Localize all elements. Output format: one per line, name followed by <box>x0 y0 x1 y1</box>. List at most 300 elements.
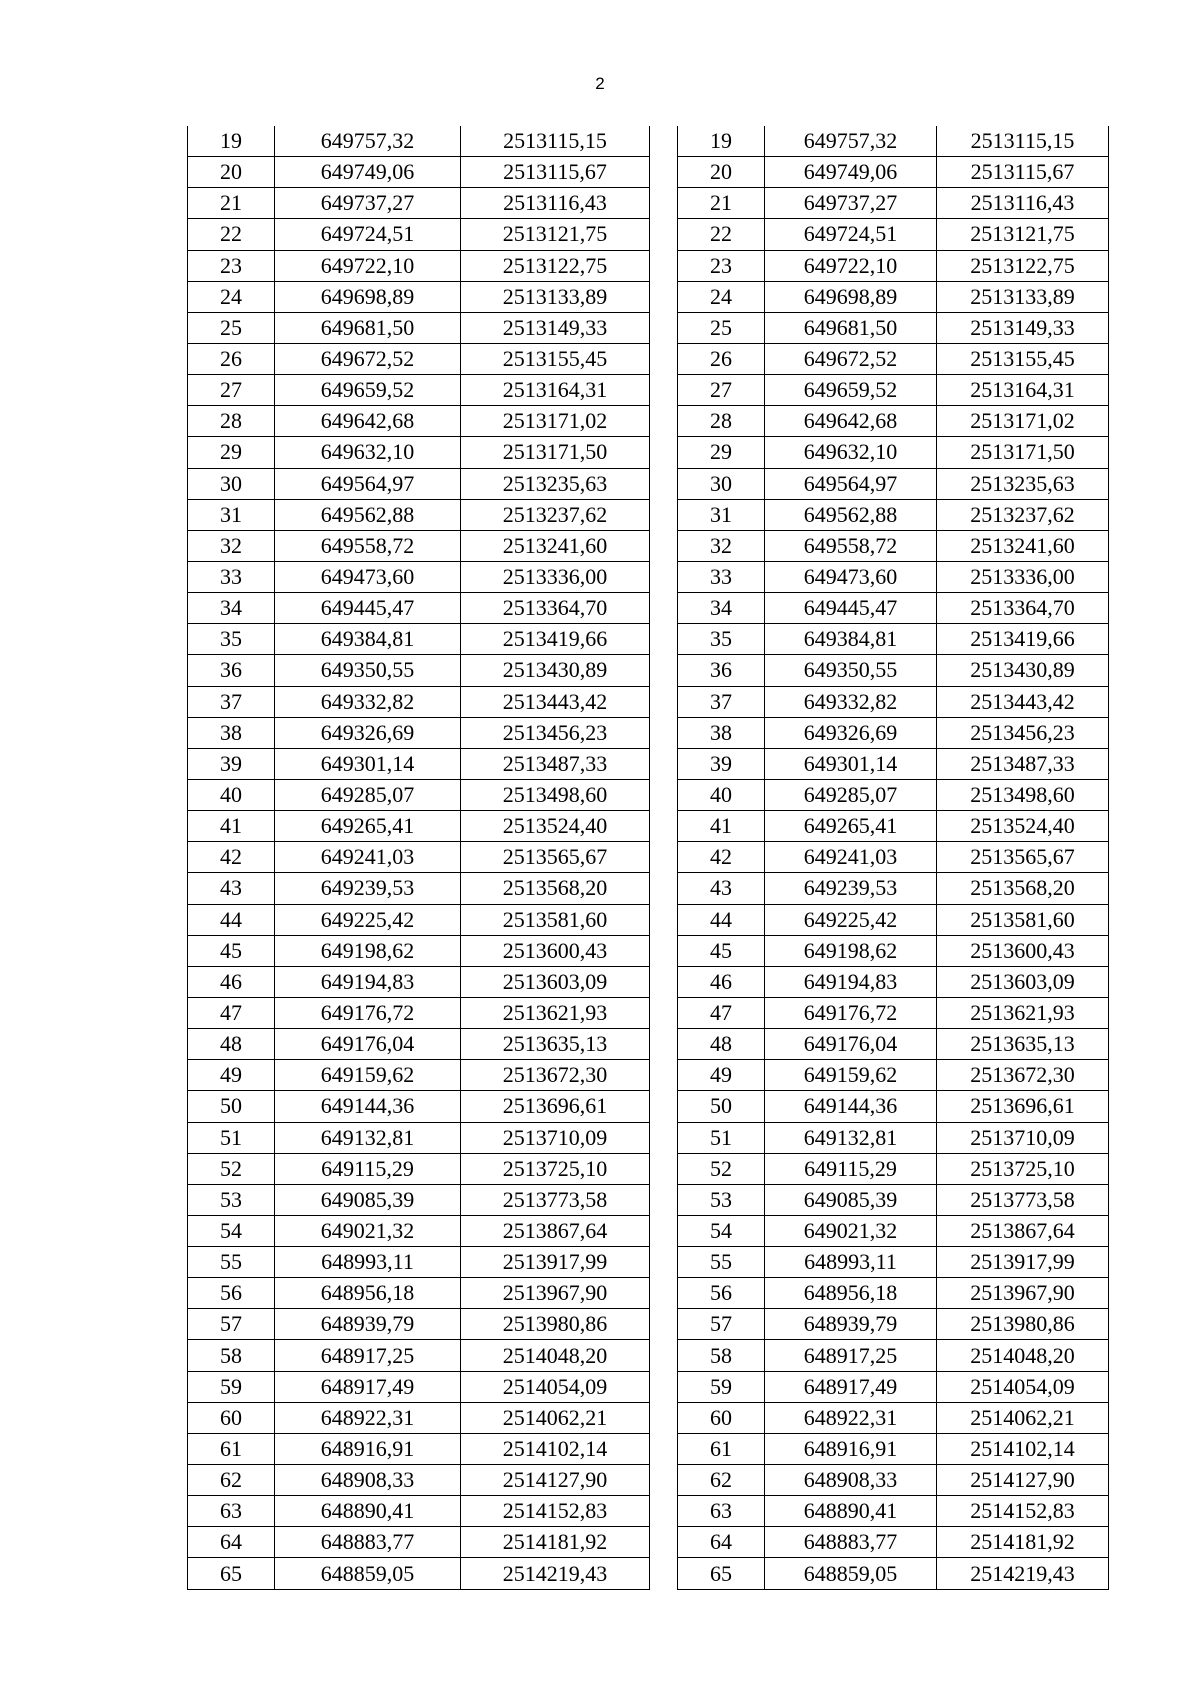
left-point-number-cell: 60 <box>188 1402 275 1433</box>
left-point-number-cell: 26 <box>188 343 275 374</box>
table-row <box>188 842 1109 873</box>
separator-cell <box>650 1247 678 1278</box>
left-point-number-cell: 47 <box>188 997 275 1028</box>
separator-cell <box>650 1309 678 1340</box>
left-y-coordinate-cell: 2513581,60 <box>461 904 650 935</box>
right-y-coordinate-cell: 2514127,90 <box>937 1465 1109 1496</box>
right-x-coordinate-cell: 649384,81 <box>765 624 937 655</box>
left-x-coordinate-cell: 648908,33 <box>275 1465 461 1496</box>
separator-cell <box>650 935 678 966</box>
right-y-coordinate-cell: 2513149,33 <box>937 312 1109 343</box>
right-point-number-cell: 40 <box>678 779 765 810</box>
right-x-coordinate-cell: 649144,36 <box>765 1091 937 1122</box>
right-point-number-cell: 53 <box>678 1184 765 1215</box>
coordinates-table-body <box>188 126 1109 1589</box>
right-y-coordinate-cell: 2513235,63 <box>937 468 1109 499</box>
right-y-coordinate-cell: 2514219,43 <box>937 1558 1109 1589</box>
table-row <box>188 811 1109 842</box>
right-x-coordinate-cell: 649562,88 <box>765 499 937 530</box>
right-point-number-cell: 19 <box>678 126 765 157</box>
left-point-number-cell: 38 <box>188 717 275 748</box>
right-point-number-cell: 64 <box>678 1527 765 1558</box>
left-point-number-cell: 35 <box>188 624 275 655</box>
left-y-coordinate-cell: 2513419,66 <box>461 624 650 655</box>
right-x-coordinate-cell: 648859,05 <box>765 1558 937 1589</box>
left-x-coordinate-cell: 649698,89 <box>275 281 461 312</box>
right-x-coordinate-cell: 649757,32 <box>765 126 937 157</box>
right-point-number-cell: 32 <box>678 530 765 561</box>
right-x-coordinate-cell: 649239,53 <box>765 873 937 904</box>
left-y-coordinate-cell: 2514062,21 <box>461 1402 650 1433</box>
separator-cell <box>650 126 678 157</box>
right-y-coordinate-cell: 2513171,02 <box>937 406 1109 437</box>
left-point-number-cell: 41 <box>188 811 275 842</box>
separator-cell <box>650 437 678 468</box>
table-row <box>188 499 1109 530</box>
separator-cell <box>650 1340 678 1371</box>
table-row <box>188 1558 1109 1589</box>
left-y-coordinate-cell: 2514048,20 <box>461 1340 650 1371</box>
left-y-coordinate-cell: 2513121,75 <box>461 219 650 250</box>
right-point-number-cell: 21 <box>678 188 765 219</box>
left-x-coordinate-cell: 649085,39 <box>275 1184 461 1215</box>
table-row <box>188 1153 1109 1184</box>
right-y-coordinate-cell: 2513164,31 <box>937 375 1109 406</box>
right-x-coordinate-cell: 648883,77 <box>765 1527 937 1558</box>
separator-cell <box>650 375 678 406</box>
separator-cell <box>650 624 678 655</box>
right-y-coordinate-cell: 2513133,89 <box>937 281 1109 312</box>
right-y-coordinate-cell: 2513917,99 <box>937 1247 1109 1278</box>
table-row <box>188 904 1109 935</box>
table-row <box>188 779 1109 810</box>
right-x-coordinate-cell: 649159,62 <box>765 1060 937 1091</box>
separator-cell <box>650 842 678 873</box>
right-y-coordinate-cell: 2513122,75 <box>937 250 1109 281</box>
right-x-coordinate-cell: 649558,72 <box>765 530 937 561</box>
left-x-coordinate-cell: 649558,72 <box>275 530 461 561</box>
left-y-coordinate-cell: 2513364,70 <box>461 593 650 624</box>
separator-cell <box>650 1122 678 1153</box>
left-x-coordinate-cell: 649564,97 <box>275 468 461 499</box>
left-point-number-cell: 31 <box>188 499 275 530</box>
right-y-coordinate-cell: 2513419,66 <box>937 624 1109 655</box>
right-y-coordinate-cell: 2513171,50 <box>937 437 1109 468</box>
right-point-number-cell: 36 <box>678 655 765 686</box>
separator-cell <box>650 1091 678 1122</box>
left-x-coordinate-cell: 649159,62 <box>275 1060 461 1091</box>
right-y-coordinate-cell: 2513237,62 <box>937 499 1109 530</box>
left-point-number-cell: 39 <box>188 748 275 779</box>
left-y-coordinate-cell: 2513773,58 <box>461 1184 650 1215</box>
table-row <box>188 437 1109 468</box>
left-point-number-cell: 63 <box>188 1496 275 1527</box>
right-y-coordinate-cell: 2513672,30 <box>937 1060 1109 1091</box>
right-x-coordinate-cell: 649198,62 <box>765 935 937 966</box>
separator-cell <box>650 1402 678 1433</box>
table-row <box>188 935 1109 966</box>
right-x-coordinate-cell: 649021,32 <box>765 1215 937 1246</box>
table-row <box>188 406 1109 437</box>
right-y-coordinate-cell: 2513336,00 <box>937 561 1109 592</box>
left-point-number-cell: 58 <box>188 1340 275 1371</box>
left-y-coordinate-cell: 2514102,14 <box>461 1433 650 1464</box>
left-y-coordinate-cell: 2513122,75 <box>461 250 650 281</box>
table-row <box>188 1402 1109 1433</box>
separator-cell <box>650 561 678 592</box>
separator-cell <box>650 1371 678 1402</box>
right-y-coordinate-cell: 2513725,10 <box>937 1153 1109 1184</box>
separator-cell <box>650 1060 678 1091</box>
right-x-coordinate-cell: 649085,39 <box>765 1184 937 1215</box>
right-y-coordinate-cell: 2513364,70 <box>937 593 1109 624</box>
right-y-coordinate-cell: 2513430,89 <box>937 655 1109 686</box>
left-x-coordinate-cell: 648917,25 <box>275 1340 461 1371</box>
left-x-coordinate-cell: 649176,04 <box>275 1029 461 1060</box>
right-point-number-cell: 58 <box>678 1340 765 1371</box>
left-x-coordinate-cell: 649659,52 <box>275 375 461 406</box>
right-x-coordinate-cell: 648939,79 <box>765 1309 937 1340</box>
left-point-number-cell: 22 <box>188 219 275 250</box>
left-point-number-cell: 49 <box>188 1060 275 1091</box>
left-x-coordinate-cell: 648916,91 <box>275 1433 461 1464</box>
left-x-coordinate-cell: 649350,55 <box>275 655 461 686</box>
table-row <box>188 686 1109 717</box>
left-point-number-cell: 30 <box>188 468 275 499</box>
table-row <box>188 375 1109 406</box>
left-x-coordinate-cell: 649132,81 <box>275 1122 461 1153</box>
right-x-coordinate-cell: 649659,52 <box>765 375 937 406</box>
right-x-coordinate-cell: 649194,83 <box>765 966 937 997</box>
right-point-number-cell: 26 <box>678 343 765 374</box>
right-y-coordinate-cell: 2513498,60 <box>937 779 1109 810</box>
table-row <box>188 312 1109 343</box>
left-y-coordinate-cell: 2513235,63 <box>461 468 650 499</box>
right-x-coordinate-cell: 649445,47 <box>765 593 937 624</box>
separator-cell <box>650 1465 678 1496</box>
left-point-number-cell: 55 <box>188 1247 275 1278</box>
right-y-coordinate-cell: 2514048,20 <box>937 1340 1109 1371</box>
table-row <box>188 1215 1109 1246</box>
left-point-number-cell: 37 <box>188 686 275 717</box>
right-point-number-cell: 55 <box>678 1247 765 1278</box>
table-row <box>188 281 1109 312</box>
left-y-coordinate-cell: 2514127,90 <box>461 1465 650 1496</box>
left-y-coordinate-cell: 2514152,83 <box>461 1496 650 1527</box>
left-point-number-cell: 32 <box>188 530 275 561</box>
table-row <box>188 1340 1109 1371</box>
right-point-number-cell: 47 <box>678 997 765 1028</box>
table-row <box>188 343 1109 374</box>
left-x-coordinate-cell: 649724,51 <box>275 219 461 250</box>
separator-cell <box>650 748 678 779</box>
right-x-coordinate-cell: 649681,50 <box>765 312 937 343</box>
right-point-number-cell: 24 <box>678 281 765 312</box>
left-y-coordinate-cell: 2513171,50 <box>461 437 650 468</box>
right-x-coordinate-cell: 649326,69 <box>765 717 937 748</box>
left-y-coordinate-cell: 2513967,90 <box>461 1278 650 1309</box>
right-x-coordinate-cell: 648917,25 <box>765 1340 937 1371</box>
left-x-coordinate-cell: 648883,77 <box>275 1527 461 1558</box>
right-x-coordinate-cell: 648890,41 <box>765 1496 937 1527</box>
separator-cell <box>650 904 678 935</box>
right-point-number-cell: 31 <box>678 499 765 530</box>
right-x-coordinate-cell: 649672,52 <box>765 343 937 374</box>
left-x-coordinate-cell: 649757,32 <box>275 126 461 157</box>
separator-cell <box>650 655 678 686</box>
right-x-coordinate-cell: 648916,91 <box>765 1433 937 1464</box>
left-y-coordinate-cell: 2513565,67 <box>461 842 650 873</box>
right-point-number-cell: 25 <box>678 312 765 343</box>
right-y-coordinate-cell: 2513121,75 <box>937 219 1109 250</box>
right-point-number-cell: 38 <box>678 717 765 748</box>
right-point-number-cell: 41 <box>678 811 765 842</box>
right-point-number-cell: 45 <box>678 935 765 966</box>
left-x-coordinate-cell: 649473,60 <box>275 561 461 592</box>
separator-cell <box>650 1558 678 1589</box>
separator-cell <box>650 997 678 1028</box>
left-y-coordinate-cell: 2513603,09 <box>461 966 650 997</box>
left-y-coordinate-cell: 2513116,43 <box>461 188 650 219</box>
table-row <box>188 997 1109 1028</box>
left-point-number-cell: 33 <box>188 561 275 592</box>
right-point-number-cell: 44 <box>678 904 765 935</box>
right-x-coordinate-cell: 649473,60 <box>765 561 937 592</box>
left-point-number-cell: 36 <box>188 655 275 686</box>
left-x-coordinate-cell: 649642,68 <box>275 406 461 437</box>
right-point-number-cell: 56 <box>678 1278 765 1309</box>
right-x-coordinate-cell: 649176,04 <box>765 1029 937 1060</box>
table-row <box>188 250 1109 281</box>
left-point-number-cell: 27 <box>188 375 275 406</box>
table-row <box>188 157 1109 188</box>
right-y-coordinate-cell: 2513487,33 <box>937 748 1109 779</box>
table-row <box>188 873 1109 904</box>
left-point-number-cell: 62 <box>188 1465 275 1496</box>
table-row <box>188 188 1109 219</box>
left-x-coordinate-cell: 649332,82 <box>275 686 461 717</box>
left-y-coordinate-cell: 2513487,33 <box>461 748 650 779</box>
right-point-number-cell: 37 <box>678 686 765 717</box>
left-y-coordinate-cell: 2513164,31 <box>461 375 650 406</box>
separator-cell <box>650 406 678 437</box>
left-y-coordinate-cell: 2513133,89 <box>461 281 650 312</box>
separator-cell <box>650 811 678 842</box>
left-point-number-cell: 61 <box>188 1433 275 1464</box>
separator-cell <box>650 343 678 374</box>
left-x-coordinate-cell: 648859,05 <box>275 1558 461 1589</box>
left-point-number-cell: 51 <box>188 1122 275 1153</box>
right-x-coordinate-cell: 649698,89 <box>765 281 937 312</box>
right-point-number-cell: 50 <box>678 1091 765 1122</box>
left-y-coordinate-cell: 2513621,93 <box>461 997 650 1028</box>
right-point-number-cell: 34 <box>678 593 765 624</box>
left-y-coordinate-cell: 2513456,23 <box>461 717 650 748</box>
table-row <box>188 126 1109 157</box>
right-y-coordinate-cell: 2514062,21 <box>937 1402 1109 1433</box>
right-y-coordinate-cell: 2513115,15 <box>937 126 1109 157</box>
separator-cell <box>650 873 678 904</box>
right-y-coordinate-cell: 2513155,45 <box>937 343 1109 374</box>
left-y-coordinate-cell: 2513672,30 <box>461 1060 650 1091</box>
left-y-coordinate-cell: 2513980,86 <box>461 1309 650 1340</box>
separator-cell <box>650 1433 678 1464</box>
separator-cell <box>650 779 678 810</box>
table-row <box>188 1465 1109 1496</box>
right-x-coordinate-cell: 649632,10 <box>765 437 937 468</box>
right-point-number-cell: 30 <box>678 468 765 499</box>
right-point-number-cell: 61 <box>678 1433 765 1464</box>
left-x-coordinate-cell: 648939,79 <box>275 1309 461 1340</box>
left-point-number-cell: 64 <box>188 1527 275 1558</box>
right-x-coordinate-cell: 649176,72 <box>765 997 937 1028</box>
right-point-number-cell: 49 <box>678 1060 765 1091</box>
left-point-number-cell: 34 <box>188 593 275 624</box>
left-x-coordinate-cell: 648993,11 <box>275 1247 461 1278</box>
left-x-coordinate-cell: 648917,49 <box>275 1371 461 1402</box>
left-y-coordinate-cell: 2513430,89 <box>461 655 650 686</box>
left-x-coordinate-cell: 649285,07 <box>275 779 461 810</box>
right-y-coordinate-cell: 2513980,86 <box>937 1309 1109 1340</box>
separator-cell <box>650 468 678 499</box>
right-y-coordinate-cell: 2513443,42 <box>937 686 1109 717</box>
separator-cell <box>650 499 678 530</box>
separator-cell <box>650 157 678 188</box>
right-point-number-cell: 39 <box>678 748 765 779</box>
right-point-number-cell: 62 <box>678 1465 765 1496</box>
left-y-coordinate-cell: 2514054,09 <box>461 1371 650 1402</box>
left-x-coordinate-cell: 649144,36 <box>275 1091 461 1122</box>
left-x-coordinate-cell: 649194,83 <box>275 966 461 997</box>
left-x-coordinate-cell: 649445,47 <box>275 593 461 624</box>
left-x-coordinate-cell: 648956,18 <box>275 1278 461 1309</box>
left-y-coordinate-cell: 2514181,92 <box>461 1527 650 1558</box>
table-row <box>188 1247 1109 1278</box>
left-point-number-cell: 53 <box>188 1184 275 1215</box>
table-row <box>188 966 1109 997</box>
left-y-coordinate-cell: 2513171,02 <box>461 406 650 437</box>
left-point-number-cell: 54 <box>188 1215 275 1246</box>
table-row <box>188 468 1109 499</box>
right-point-number-cell: 22 <box>678 219 765 250</box>
left-x-coordinate-cell: 649239,53 <box>275 873 461 904</box>
separator-cell <box>650 1278 678 1309</box>
table-row <box>188 624 1109 655</box>
table-row <box>188 1184 1109 1215</box>
separator-cell <box>650 281 678 312</box>
left-point-number-cell: 25 <box>188 312 275 343</box>
right-x-coordinate-cell: 649115,29 <box>765 1153 937 1184</box>
right-x-coordinate-cell: 649724,51 <box>765 219 937 250</box>
right-point-number-cell: 60 <box>678 1402 765 1433</box>
right-point-number-cell: 29 <box>678 437 765 468</box>
separator-cell <box>650 219 678 250</box>
left-x-coordinate-cell: 649225,42 <box>275 904 461 935</box>
table-row <box>188 1433 1109 1464</box>
left-x-coordinate-cell: 649021,32 <box>275 1215 461 1246</box>
table-row <box>188 1309 1109 1340</box>
separator-cell <box>650 593 678 624</box>
left-point-number-cell: 45 <box>188 935 275 966</box>
right-x-coordinate-cell: 648908,33 <box>765 1465 937 1496</box>
right-point-number-cell: 28 <box>678 406 765 437</box>
left-y-coordinate-cell: 2513867,64 <box>461 1215 650 1246</box>
right-y-coordinate-cell: 2513456,23 <box>937 717 1109 748</box>
right-x-coordinate-cell: 649722,10 <box>765 250 937 281</box>
left-x-coordinate-cell: 649384,81 <box>275 624 461 655</box>
table-row <box>188 1527 1109 1558</box>
right-point-number-cell: 54 <box>678 1215 765 1246</box>
left-point-number-cell: 40 <box>188 779 275 810</box>
left-x-coordinate-cell: 649198,62 <box>275 935 461 966</box>
separator-cell <box>650 250 678 281</box>
right-x-coordinate-cell: 648956,18 <box>765 1278 937 1309</box>
table-row <box>188 1278 1109 1309</box>
left-point-number-cell: 44 <box>188 904 275 935</box>
right-x-coordinate-cell: 649737,27 <box>765 188 937 219</box>
left-point-number-cell: 52 <box>188 1153 275 1184</box>
table-row <box>188 717 1109 748</box>
left-point-number-cell: 43 <box>188 873 275 904</box>
right-y-coordinate-cell: 2513568,20 <box>937 873 1109 904</box>
left-x-coordinate-cell: 649115,29 <box>275 1153 461 1184</box>
right-x-coordinate-cell: 648917,49 <box>765 1371 937 1402</box>
right-point-number-cell: 52 <box>678 1153 765 1184</box>
separator-cell <box>650 1153 678 1184</box>
left-x-coordinate-cell: 649562,88 <box>275 499 461 530</box>
left-point-number-cell: 56 <box>188 1278 275 1309</box>
right-point-number-cell: 63 <box>678 1496 765 1527</box>
table-row <box>188 1122 1109 1153</box>
left-y-coordinate-cell: 2513115,67 <box>461 157 650 188</box>
right-y-coordinate-cell: 2513600,43 <box>937 935 1109 966</box>
left-x-coordinate-cell: 648890,41 <box>275 1496 461 1527</box>
right-y-coordinate-cell: 2514054,09 <box>937 1371 1109 1402</box>
table-row <box>188 593 1109 624</box>
table-row <box>188 219 1109 250</box>
left-point-number-cell: 20 <box>188 157 275 188</box>
right-x-coordinate-cell: 648993,11 <box>765 1247 937 1278</box>
left-y-coordinate-cell: 2513725,10 <box>461 1153 650 1184</box>
table-row <box>188 1371 1109 1402</box>
right-point-number-cell: 46 <box>678 966 765 997</box>
table-row <box>188 530 1109 561</box>
right-x-coordinate-cell: 649225,42 <box>765 904 937 935</box>
left-x-coordinate-cell: 649301,14 <box>275 748 461 779</box>
left-point-number-cell: 59 <box>188 1371 275 1402</box>
left-y-coordinate-cell: 2513149,33 <box>461 312 650 343</box>
right-y-coordinate-cell: 2513603,09 <box>937 966 1109 997</box>
table-row <box>188 748 1109 779</box>
separator-cell <box>650 530 678 561</box>
left-point-number-cell: 23 <box>188 250 275 281</box>
left-point-number-cell: 21 <box>188 188 275 219</box>
left-point-number-cell: 19 <box>188 126 275 157</box>
left-x-coordinate-cell: 648922,31 <box>275 1402 461 1433</box>
left-y-coordinate-cell: 2513155,45 <box>461 343 650 374</box>
right-point-number-cell: 51 <box>678 1122 765 1153</box>
left-y-coordinate-cell: 2513600,43 <box>461 935 650 966</box>
table-row <box>188 561 1109 592</box>
right-y-coordinate-cell: 2513696,61 <box>937 1091 1109 1122</box>
separator-cell <box>650 966 678 997</box>
left-point-number-cell: 24 <box>188 281 275 312</box>
right-y-coordinate-cell: 2513635,13 <box>937 1029 1109 1060</box>
right-y-coordinate-cell: 2513115,67 <box>937 157 1109 188</box>
left-x-coordinate-cell: 649722,10 <box>275 250 461 281</box>
separator-cell <box>650 312 678 343</box>
right-x-coordinate-cell: 649564,97 <box>765 468 937 499</box>
